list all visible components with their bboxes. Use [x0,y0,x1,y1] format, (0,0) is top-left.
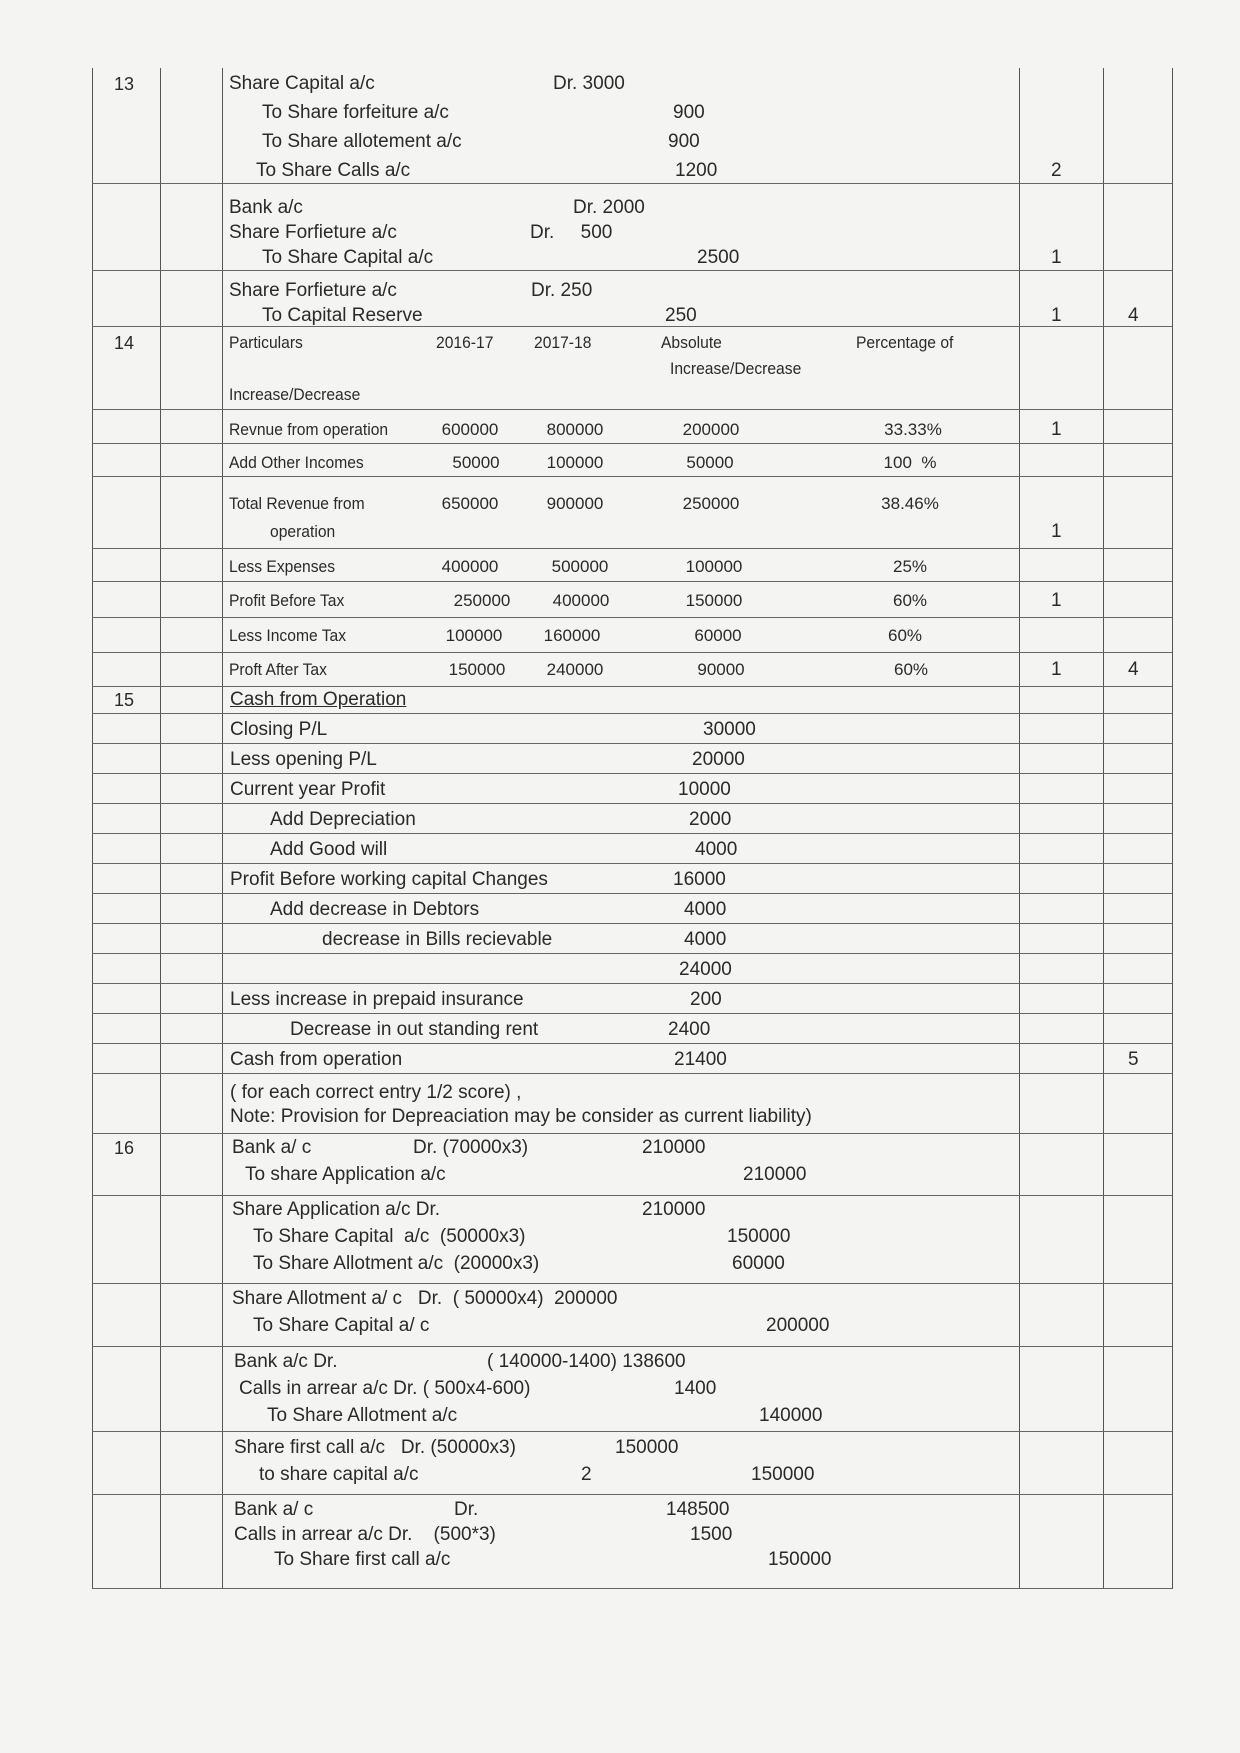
entry-text: to share capital a/c [259,1464,419,1485]
percent-change: 60% [893,660,929,679]
row-label: Less increase in prepaid insurance [230,989,524,1010]
entry-amount: 150000 [768,1549,832,1570]
value-2016: 600000 [441,420,499,439]
mark: 1 [1051,659,1062,680]
entry-amount: Dr. 3000 [553,73,625,94]
entry-text: Calls in arrear a/c Dr. ( 500x4-600) [239,1378,531,1399]
question-number: 13 [114,74,135,94]
entry-text: To Share Capital a/ c [253,1315,430,1336]
value-2017: 240000 [546,660,604,679]
entry-text: Share Capital a/c [229,73,375,94]
row-rule [92,1133,1172,1134]
q14-header [0,357,1240,381]
row-rule [92,1588,1172,1589]
q15-line [0,808,1240,832]
entry-text: To Capital Reserve [262,305,423,326]
q16-line [0,1225,1240,1249]
q16-line [0,1377,1240,1401]
q15-note [0,1105,1240,1129]
row-rule [92,652,1172,653]
entry-amount: 150000 [751,1464,815,1485]
total-mark: 4 [1128,659,1139,680]
row-rule [92,617,1172,618]
entry-amount: 900 [673,102,705,123]
q15-line [0,688,1240,712]
percent-change: 100 % [883,453,937,472]
note-line: Note: Provision for Depreaciation may be consider as current liability) [230,1106,812,1127]
entry-text: Share Application a/c Dr. [232,1199,441,1220]
entry-amount: 60000 [732,1253,785,1274]
row-label: Current year Profit [230,779,386,800]
row-label: Total Revenue from [229,494,365,513]
row-rule [92,1431,1172,1432]
column-header: 2017-18 [534,333,592,352]
entry-amount: 150000 [615,1437,679,1458]
entry-amount: 150000 [727,1226,791,1247]
value-2016: 250000 [453,591,511,610]
q15-line [0,988,1240,1012]
row-rule [92,686,1172,687]
row-rule [92,1195,1172,1196]
entry-amount: 1400 [674,1378,717,1399]
q15-line [0,958,1240,982]
row-amount: 24000 [679,959,732,980]
row-rule [92,1013,1172,1014]
q13-line [0,196,1240,220]
entry-text: Calls in arrear a/c Dr. (500*3) [234,1524,496,1545]
percent-change: 25% [892,557,928,576]
entry-text: To Share Capital a/c (50000x3) [253,1226,526,1247]
entry-amount: 1500 [690,1524,733,1545]
question-number: 16 [114,1138,135,1158]
entry-amount: Dr. 250 [531,280,593,301]
entry-text: Bank a/ c [234,1499,314,1520]
q16-line [0,1163,1240,1187]
q15-line [0,748,1240,772]
row-rule [92,581,1172,582]
row-rule [92,1043,1172,1044]
percent-change: 60% [892,591,928,610]
row-label: Profit Before working capital Changes [230,869,548,890]
mark: 1 [1051,305,1062,326]
value-2017: 160000 [543,626,601,645]
total-mark: 4 [1128,305,1139,326]
entry-calc: ( 140000-1400) 138600 [487,1351,686,1372]
absolute-change: 90000 [697,660,745,679]
q16-line [0,1463,1240,1487]
q15-line [0,718,1240,742]
row-rule [92,183,1172,184]
mark: 1 [1051,419,1062,440]
entry-amount: 210000 [743,1164,807,1185]
q15-line [0,1018,1240,1042]
note-line: ( for each correct entry 1/2 score) , [230,1082,522,1103]
row-label: Less Income Tax [229,626,347,645]
row-amount: 30000 [703,719,756,740]
q13-line [0,159,1240,183]
entry-text: Share Forfieture a/c [229,222,397,243]
mark: 1 [1051,590,1062,611]
entry-text: To Share allotement a/c [262,131,462,152]
q15-line [0,1048,1240,1072]
q13-line [0,304,1240,328]
q13-line [0,72,1240,96]
row-rule [92,773,1172,774]
q14-row [0,451,1240,475]
q13-line [0,130,1240,154]
question-number: 14 [114,333,135,353]
q14-row [0,492,1240,516]
q16-line [0,1523,1240,1547]
q14-row [0,418,1240,442]
column-header: Increase/Decrease [670,359,802,378]
entry-amount: 250 [665,305,697,326]
row-rule [92,1494,1172,1495]
row-amount: 21400 [674,1049,727,1070]
row-amount: 10000 [678,779,731,800]
entry-text: To Share Capital a/c [262,247,434,268]
row-label: Profit Before Tax [229,591,345,610]
entry-amount: Dr. 500 [530,222,613,243]
row-rule [92,743,1172,744]
q14-row [0,555,1240,579]
row-rule [92,833,1172,834]
q14-row [0,520,1240,544]
entry-text: To Share forfeiture a/c [262,102,449,123]
percent-change: 38.46% [881,494,939,513]
entry-text: To Share Allotment a/c (20000x3) [253,1253,540,1274]
q16-line [0,1314,1240,1338]
row-label: decrease in Bills recievable [322,929,553,950]
q16-line [0,1252,1240,1276]
row-rule [92,1346,1172,1347]
row-label: Add decrease in Debtors [270,899,480,920]
absolute-change: 200000 [682,420,740,439]
row-rule [92,548,1172,549]
section-title: Cash from Operation [230,689,407,710]
entry-text: Bank a/ c [232,1137,312,1158]
value-2017: 800000 [546,420,604,439]
entry-amount: 2500 [697,247,740,268]
row-rule [92,409,1172,410]
q16-line [0,1136,1240,1160]
entry-debit: Dr. [454,1499,479,1520]
entry-text: To share Application a/c [245,1164,446,1185]
row-label: Add Depreciation [270,809,416,830]
absolute-change: 150000 [685,591,743,610]
mark: 1 [1051,521,1062,542]
value-2017: 500000 [551,557,609,576]
entry-amount: 148500 [666,1499,730,1520]
value-2017: 400000 [552,591,610,610]
row-rule [92,443,1172,444]
q13-line [0,279,1240,303]
q16-line [0,1436,1240,1460]
row-label: Proft After Tax [229,660,327,679]
row-rule [92,923,1172,924]
entry-text: Share first call a/c Dr. (50000x3) [234,1437,516,1458]
entry-text: To Share Allotment a/c [267,1405,458,1426]
entry-amount: 140000 [759,1405,823,1426]
row-rule [92,983,1172,984]
entry-amount: Dr. 2000 [573,197,645,218]
q14-header [0,331,1240,355]
value-2016: 150000 [448,660,506,679]
row-amount: 4000 [684,929,727,950]
column-header: Particulars [229,333,303,352]
row-rule [92,713,1172,714]
row-rule [92,863,1172,864]
q16-line [0,1548,1240,1572]
row-label: Less opening P/L [230,749,377,770]
column-header: Percentage of [856,333,954,352]
row-label: Closing P/L [230,719,328,740]
mark: 1 [1051,247,1062,268]
value-2016: 400000 [441,557,499,576]
absolute-change: 250000 [682,494,740,513]
entry-text: To Share Calls a/c [256,160,411,181]
row-rule [92,270,1172,271]
absolute-change: 60000 [694,626,742,645]
entry-text: To Share first call a/c [274,1549,451,1570]
value-2017: 900000 [546,494,604,513]
mark: 2 [1051,160,1062,181]
q15-line [0,868,1240,892]
question-number: 15 [114,690,135,710]
q15-line [0,898,1240,922]
value-2016: 50000 [452,453,500,472]
q14-header [0,383,1240,407]
row-rule [92,476,1172,477]
entry-text: Share Forfieture a/c [229,280,397,301]
row-amount: 16000 [673,869,726,890]
entry-debit: Dr. (70000x3) [413,1137,529,1158]
q14-row [0,589,1240,613]
row-label: Revnue from operation [229,420,389,439]
row-label: Decrease in out standing rent [290,1019,539,1040]
q15-line [0,838,1240,862]
q16-line [0,1498,1240,1522]
column-header: 2016-17 [436,333,494,352]
absolute-change: 50000 [686,453,734,472]
row-label: Less Expenses [229,557,336,576]
q14-row [0,624,1240,648]
q14-row [0,658,1240,682]
column-header: Absolute [661,333,722,352]
row-rule [92,893,1172,894]
row-amount: 20000 [692,749,745,770]
row-label: Cash from operation [230,1049,403,1070]
q13-line [0,221,1240,245]
row-label: Add Good will [270,839,388,860]
entry-amount: 210000 [642,1199,706,1220]
value-2017: 100000 [546,453,604,472]
q15-line [0,928,1240,952]
q15-line [0,778,1240,802]
percent-change: 33.33% [884,420,942,439]
q16-line [0,1404,1240,1428]
q13-line [0,246,1240,270]
row-amount: 2400 [668,1019,711,1040]
percent-change: 60% [887,626,923,645]
value-2016: 650000 [441,494,499,513]
row-amount: 2000 [689,809,732,830]
row-rule [92,1073,1172,1074]
entry-mark: 2 [581,1464,592,1485]
entry-amount: 900 [668,131,700,152]
q13-line [0,101,1240,125]
row-amount: 200 [690,989,722,1010]
row-label: Add Other Incomes [229,453,364,472]
q16-line [0,1287,1240,1311]
column-header: Increase/Decrease [229,385,361,404]
row-rule [92,1283,1172,1284]
row-label: operation [270,522,336,541]
row-rule [92,803,1172,804]
entry-text: Share Allotment a/ c Dr. ( 50000x4) 200000 [232,1288,618,1309]
entry-amount: 200000 [766,1315,830,1336]
row-amount: 4000 [695,839,738,860]
q15-note [0,1081,1240,1105]
entry-text: Bank a/c Dr. [234,1351,338,1372]
entry-amount: 1200 [675,160,718,181]
row-rule [92,953,1172,954]
q16-line [0,1198,1240,1222]
q16-line [0,1350,1240,1374]
row-amount: 4000 [684,899,727,920]
entry-amount: 210000 [642,1137,706,1158]
absolute-change: 100000 [685,557,743,576]
value-2016: 100000 [445,626,503,645]
entry-text: Bank a/c [229,197,303,218]
total-mark: 5 [1128,1049,1139,1070]
